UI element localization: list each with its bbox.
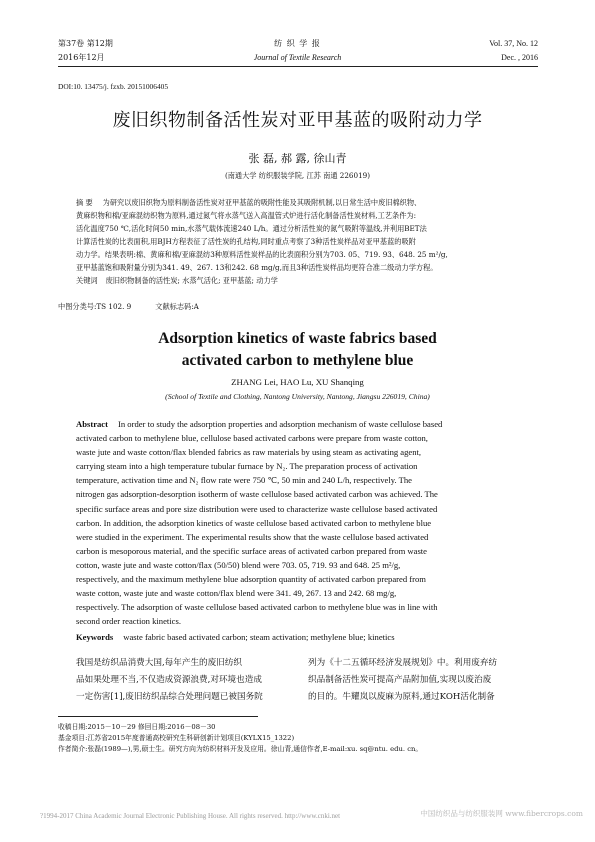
abstract-en-line: second order reaction kinetics.: [76, 616, 181, 627]
header-rule: [58, 66, 538, 67]
body-left-column: [76, 655, 291, 706]
abstract-cn-label: 摘 要: [76, 198, 93, 207]
abstract-en-line: waste jute and waste cotton/flax blended fabrics as raw materials by using steam as activating agent,: [76, 447, 422, 458]
keywords-cn-label: 关键词: [76, 276, 98, 285]
abstract-en-line: temperature, activation time and N₂ flow rate were 750 ℃, 50 min and 240 L/h, respectively. The: [76, 475, 412, 486]
abstract-en-line: waste cotton, waste jute and waste cotton/flax blend were 341. 49, 267. 13 and 242. 68 mg/g,: [76, 588, 397, 599]
abstract-en-line: In order to study the adsorption properties and adsorption mechanism of waste cellulose based: [117, 419, 443, 429]
abstract-cn-line: 为研究以废旧织物为原料制备活性炭对亚甲基蓝的吸附性能及其吸附机制,以日常生活中废旧棉织物、: [102, 198, 422, 207]
body-line: 一定伤害[1],废旧纺织品综合处理问题已被国务院: [76, 692, 263, 702]
affiliation-cn: (南通大学 纺织服装学院, 江苏 南通 226019): [224, 171, 371, 180]
classification-line: [58, 300, 199, 313]
header-date-en: Dec. , 2016: [501, 53, 538, 62]
clc-label: 中图分类号:: [58, 302, 97, 311]
abstract-en-label: Abstract: [76, 419, 108, 429]
doi: DOI:10. 13475/j. fzxb. 20151006405: [58, 82, 169, 91]
footnotes: [58, 722, 538, 755]
authors-en: ZHANG Lei, HAO Lu, XU Shanqing: [231, 377, 364, 387]
body-line: 品如果处理不当,不仅造成资源浪费,对环境也造成: [76, 675, 262, 685]
title-cn: 废旧织物制备活性炭对亚甲基蓝的吸附动力学: [112, 110, 483, 131]
footnote-received: 收稿日期:2015－10－29 修回日期:2016－08－30: [58, 723, 216, 731]
body-line: 列为《十二五循环经济发展规划》中。利用废弃纺: [308, 658, 498, 668]
abstract-en-line: specific surface areas and pore size distribution were used to characterize waste cellulose based activated: [76, 503, 438, 514]
keywords-cn: 废旧织物制备的活性炭; 水蒸气活化; 亚甲基蓝; 动力学: [105, 276, 278, 285]
footnote-author: 作者简介:张磊(1989—),男,硕士生。研究方向为纺织材料开发及应用。徐山青,通信作者,E-mail:xu. sq@ntu. edu. cn。: [58, 745, 423, 753]
body-line: 我国是纺织品消费大国,每年产生的废旧纺织: [76, 658, 243, 668]
footnote-rule: [58, 716, 258, 717]
abstract-cn: [76, 196, 524, 287]
abstract-cn-line: 计算活性炭的比表面积,用BJH方程表征了活性炭的孔结构,同时重点考察了3种活性炭样品对亚甲基蓝的吸附: [76, 237, 416, 246]
header-volume-cn: 第37卷 第12期: [58, 39, 113, 48]
keywords-en-label: Keywords: [76, 632, 114, 642]
header-journal-en: Journal of Textile Research: [253, 53, 342, 62]
keywords-en: waste fabric based activated carbon; steam activation; methylene blue; kinetics: [123, 632, 395, 642]
abstract-cn-line: 黄麻织物和棉/亚麻混纺织物为原料,通过氮气将水蒸气送入高温管式炉进行活化制备活性炭材料,工艺条件为:: [76, 211, 417, 220]
abstract-en: [76, 417, 524, 628]
authors-cn: 张 磊, 郝 露, 徐山青: [248, 152, 347, 165]
copyright-footer: ?1994-2017 China Academic Journal Electronic Publishing House. All rights reserved. http://www.cnki.net: [40, 812, 341, 820]
abstract-cn-line: 亚甲基蓝饱和吸附量分别为341. 49、267. 13和242. 68 mg/g,而且3种活性炭样品均更符合准二级动力学方程。: [76, 263, 438, 272]
abstract-cn-line: 活化温度750 ℃,活化时间50 min,水蒸气载体流速240 L/h。通过分析活性炭的氮气吸附等温线,并利用BET法: [76, 224, 427, 233]
abstract-en-line: carbon is mesoporous material, and the specific surface areas of activated carbon prepared from waste: [76, 545, 427, 556]
watermark: 中国纺织品与纺织服装网 www.fibercrops.com: [420, 809, 583, 818]
affiliation-en: (School of Textile and Clothing, Nantong University, Nantong, Jiangsu 226019, China): [165, 392, 430, 401]
body-line: 的目的。牛耀岚以废麻为原料,通过KOH活化制备: [308, 692, 495, 702]
abstract-en-line: activated carbon to methylene blue, cellulose based activated carbons were prepare from waste cotton,: [76, 433, 428, 444]
abstract-en-line: nitrogen gas adsorption-desorption isotherm of waste cellulose based activated carbon was achieved. The: [76, 489, 438, 500]
abstract-en-line: respectively, and the maximum methylene blue adsorption quantity of activated carbon prepared from: [76, 574, 426, 585]
body-right-column: [308, 655, 538, 706]
doccode: A: [193, 302, 199, 311]
header-date-cn: 2016年12月: [58, 53, 105, 62]
abstract-en-line: carbon. In addition, the adsorption kinetics of waste cellulose based activated carbon to methylene blue: [76, 517, 432, 528]
doccode-label: 文献标志码:: [155, 302, 194, 311]
clc-code: TS 102. 9: [96, 302, 132, 311]
abstract-en-line: were studied in the experiment. The experimental results show that the waste cellulose based activated: [76, 531, 429, 542]
header-volume-en: Vol. 37, No. 12: [489, 39, 538, 48]
abstract-en-line: respectively. The adsorption of waste cellulose based activated carbon to methylene blue was in line with: [76, 602, 438, 613]
abstract-cn-line: 动力学。结果表明:棉、黄麻和棉/亚麻混纺3种原料活性炭样品的比表面积分别为703. 05、719. 93、648. 25 m²/g,: [76, 250, 448, 259]
header-journal-cn: 纺 织 学 报: [274, 39, 321, 48]
keywords-en-line: [76, 632, 395, 642]
title-en-line2: activated carbon to methylene blue: [181, 352, 414, 369]
abstract-en-line: cotton, waste jute and waste cotton/flax (50/50) blend were 703. 05, 719. 93 and 648. 25 m²/g,: [76, 559, 401, 570]
body-line: 织品制备活性炭可提高产品附加值,实现以废治废: [308, 675, 492, 685]
footnote-fund: 基金项目:江苏省2015年度普通高校研究生科研创新计划项目(KYLX15_1322): [58, 734, 295, 742]
title-en-line1: Adsorption kinetics of waste fabrics based: [158, 330, 437, 347]
abstract-en-line: carrying steam into a high temperature tubular furnace by N₂. The preparation process of activation: [76, 461, 418, 472]
